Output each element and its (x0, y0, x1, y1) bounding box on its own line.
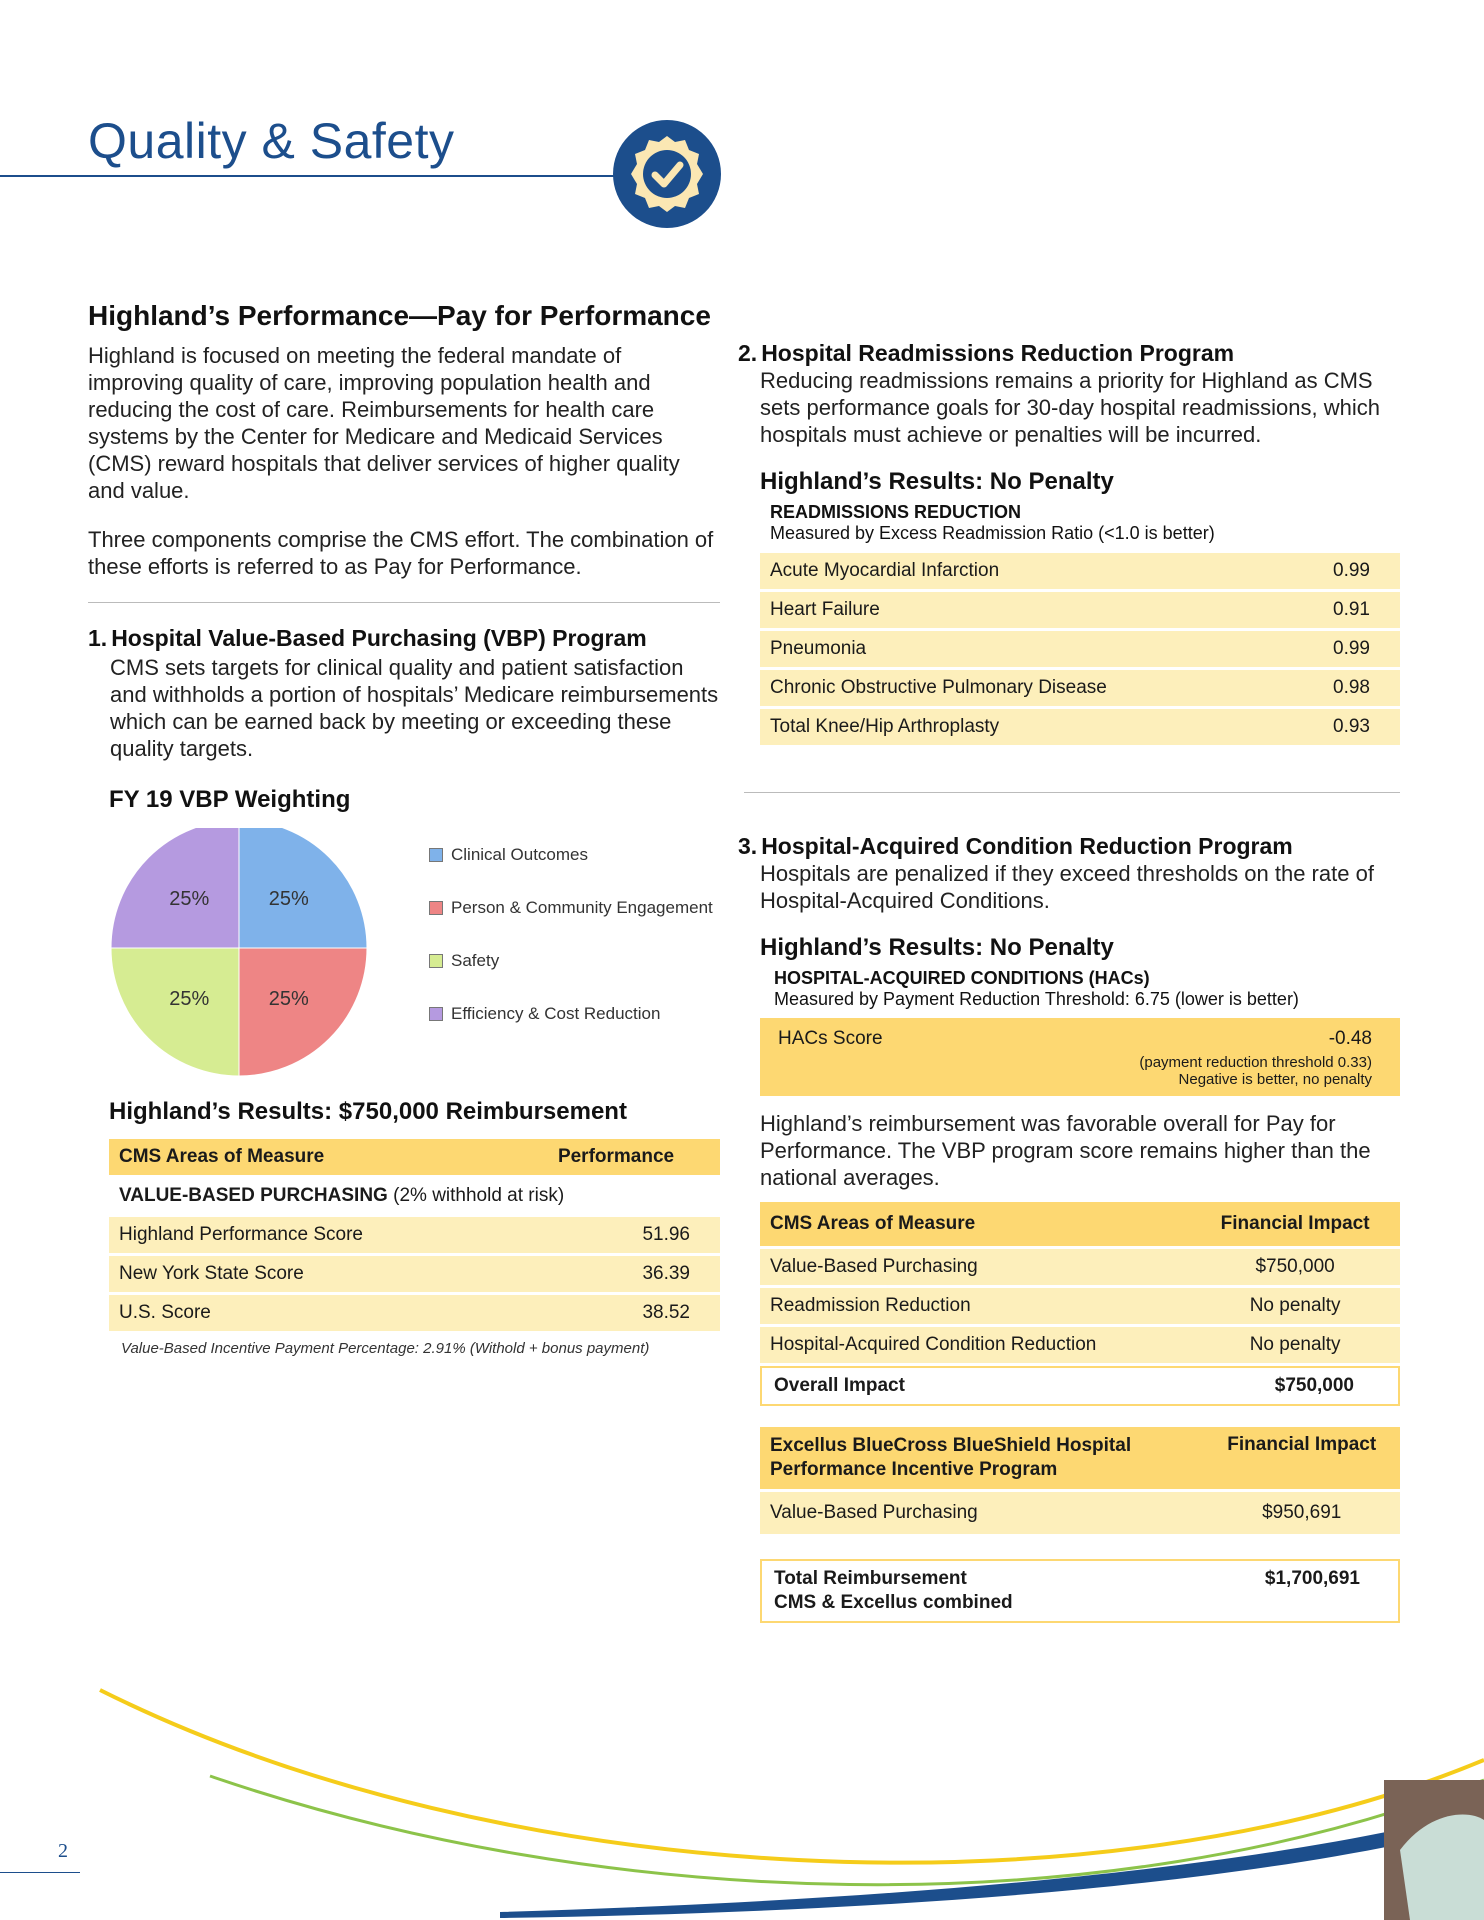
right-column (738, 340, 1400, 1623)
page-number-rule (0, 1872, 80, 1873)
legend-item (429, 987, 713, 1040)
vbp-program-title: Hospital Value-Based Purchasing (VBP) Program (111, 625, 647, 651)
row-label: Hospital-Acquired Condition Reduction (760, 1327, 1190, 1363)
section-divider (744, 792, 1400, 793)
intro-paragraph-2: Three components comprise the CMS effort. The combination of these efforts is referred to as Pay for Performance. (88, 527, 714, 579)
pie-slice-label: 25% (268, 987, 309, 1010)
row-value: $950,691 (1203, 1492, 1400, 1534)
legend-label: Person & Community Engagement (451, 897, 713, 917)
title-rule (0, 175, 618, 177)
row-label: Heart Failure (760, 592, 1286, 628)
row-value: 0.99 (1286, 553, 1400, 589)
legend-swatch (429, 848, 443, 862)
row-label: Pneumonia (760, 631, 1286, 667)
column-header: CMS Areas of Measure (109, 1139, 512, 1175)
hac-table-head: HOSPITAL-ACQUIRED CONDITIONS (HACs) (774, 968, 1150, 988)
table-row (109, 1256, 720, 1292)
chart-legend (429, 828, 713, 1040)
table-group-row (109, 1178, 720, 1214)
row-value: 51.96 (512, 1217, 720, 1253)
legend-item (429, 881, 713, 934)
row-label: Acute Myocardial Infarction (760, 553, 1286, 589)
total-label: Total Reimbursement (774, 1568, 967, 1589)
group-label: VALUE-BASED PURCHASING (119, 1185, 388, 1206)
legend-item (429, 934, 713, 987)
excellus-table (760, 1424, 1400, 1537)
pie-slice-label: 25% (268, 888, 309, 911)
table-row (760, 631, 1400, 667)
readmissions-program-body: Reducing readmissions remains a priority for Highland as CMS sets performance goals for 30-day hospital readmissions, which hospitals must achieve or penalties will be incurred. (760, 368, 1380, 447)
hac-score-note: (payment reduction threshold 0.33) (1139, 1054, 1372, 1071)
table-row (760, 670, 1400, 706)
column-header: Performance (512, 1139, 720, 1175)
pie-slice-label: 25% (169, 987, 210, 1010)
vbp-program-heading (88, 625, 720, 652)
row-label: Value-Based Purchasing (760, 1249, 1190, 1285)
decorative-swoosh (0, 1660, 1484, 1920)
table-row (760, 709, 1400, 745)
table-header-row (109, 1139, 720, 1175)
row-value: $750,000 (1190, 1249, 1400, 1285)
table-header-row (760, 1202, 1400, 1246)
vbp-program-number: 1. (88, 625, 108, 651)
readmissions-results-title: Highland’s Results: No Penalty (760, 468, 1114, 495)
financial-impact-table (760, 1199, 1400, 1366)
legend-label: Clinical Outcomes (451, 844, 588, 864)
readmissions-program-number: 2. (738, 340, 758, 366)
legend-label: Safety (451, 950, 500, 970)
pie-slice (111, 948, 239, 1076)
row-value: 0.98 (1286, 670, 1400, 706)
legend-swatch (429, 901, 443, 915)
hac-program-heading (738, 833, 1400, 860)
summary-paragraph: Highland’s reimbursement was favorable overall for Pay for Performance. The VBP program score remains higher than the national averages. (760, 1111, 1371, 1190)
table-row (109, 1295, 720, 1331)
column-header: CMS Areas of Measure (760, 1202, 1190, 1246)
row-value: 0.91 (1286, 592, 1400, 628)
table-row (760, 1492, 1400, 1534)
row-value: 38.52 (512, 1295, 720, 1331)
row-label: Highland Performance Score (109, 1217, 512, 1253)
table-row (109, 1217, 720, 1253)
left-column (88, 300, 720, 1357)
readmissions-table-note: Measured by Excess Readmission Ratio (<1.0 is better) (770, 523, 1215, 543)
row-label: New York State Score (109, 1256, 512, 1292)
overall-impact-label: Overall Impact (774, 1375, 905, 1396)
legend-label: Efficiency & Cost Reduction (451, 1003, 661, 1023)
table-header-row (760, 1427, 1400, 1489)
column-header: Performance Incentive Program (770, 1459, 1058, 1480)
total-sublabel: CMS & Excellus combined (774, 1592, 1013, 1613)
hac-score-value: -0.48 (1328, 1028, 1372, 1049)
vbp-chart-title: FY 19 VBP Weighting (109, 786, 351, 813)
pie-slice (239, 948, 367, 1076)
table-row (760, 553, 1400, 589)
hac-results-title: Highland’s Results: No Penalty (760, 934, 1114, 961)
page-title: Quality & Safety (88, 113, 455, 169)
page-number: 2 (58, 1840, 68, 1862)
table-row (760, 1249, 1400, 1285)
column-header: Financial Impact (1203, 1427, 1400, 1489)
column-header: Financial Impact (1190, 1202, 1400, 1246)
hac-program-body: Hospitals are penalized if they exceed thresholds on the rate of Hospital-Acquired Conditions. (760, 861, 1374, 913)
section-title: Highland’s Performance—Pay for Performance (88, 300, 711, 331)
vbp-program-body: CMS sets targets for clinical quality and patient satisfaction and withholds a portion of hospitals’ Medicare reimbursements which can be earned back by meeting or exceeding these quality targets. (110, 655, 719, 761)
row-label: U.S. Score (109, 1295, 512, 1331)
row-label: Readmission Reduction (760, 1288, 1190, 1324)
vbp-results-title: Highland’s Results: $750,000 Reimbursement (109, 1098, 627, 1125)
readmissions-program-title: Hospital Readmissions Reduction Program (761, 340, 1235, 366)
table-row (760, 1288, 1400, 1324)
table-row (760, 1327, 1400, 1363)
column-header: Excellus BlueCross BlueShield Hospital (770, 1435, 1132, 1456)
row-value: 36.39 (512, 1256, 720, 1292)
row-label: Total Knee/Hip Arthroplasty (760, 709, 1286, 745)
vbp-pie-chart (109, 828, 379, 1078)
row-label: Value-Based Purchasing (760, 1492, 1203, 1534)
pie-slice-label: 25% (169, 888, 210, 911)
legend-swatch (429, 1007, 443, 1021)
total-value: $1,700,691 (1264, 1568, 1360, 1589)
hac-program-number: 3. (738, 833, 758, 859)
vbp-footnote: Value-Based Incentive Payment Percentage: 2.91% (Withold + bonus payment) (121, 1340, 650, 1357)
total-reimbursement-box (760, 1559, 1400, 1623)
intro-paragraph-1: Highland is focused on meeting the federal mandate of improving quality of care, improving population health and reducing the cost of care. Reimbursements for health care systems by the Center for Medicare and Medicaid Services (CMS) reward hospitals that deliver services of higher quality and value. (88, 343, 680, 503)
row-value: No penalty (1190, 1327, 1400, 1363)
readmissions-table-head: READMISSIONS REDUCTION (770, 502, 1022, 522)
hac-table-note: Measured by Payment Reduction Threshold: 6.75 (lower is better) (774, 989, 1299, 1009)
hac-score-note: Negative is better, no penalty (1178, 1071, 1372, 1088)
row-value: 0.93 (1286, 709, 1400, 745)
legend-swatch (429, 954, 443, 968)
overall-impact-value: $750,000 (1274, 1375, 1354, 1396)
section-divider (88, 602, 720, 603)
hac-score-label: HACs Score (778, 1028, 883, 1049)
group-note: (2% withhold at risk) (393, 1185, 565, 1206)
row-value: 0.99 (1286, 631, 1400, 667)
legend-item (429, 828, 713, 881)
hac-program-title: Hospital-Acquired Condition Reduction Program (761, 833, 1293, 859)
row-label: Chronic Obstructive Pulmonary Disease (760, 670, 1286, 706)
vbp-performance-table (109, 1136, 720, 1334)
vbp-weighting-chart (109, 828, 720, 1078)
checkmark-badge-icon (613, 120, 721, 228)
hac-score-box (760, 1018, 1400, 1096)
readmissions-program-heading (738, 340, 1400, 367)
row-value: No penalty (1190, 1288, 1400, 1324)
overall-impact-row (760, 1366, 1400, 1406)
readmissions-table (760, 550, 1400, 748)
table-row (760, 592, 1400, 628)
